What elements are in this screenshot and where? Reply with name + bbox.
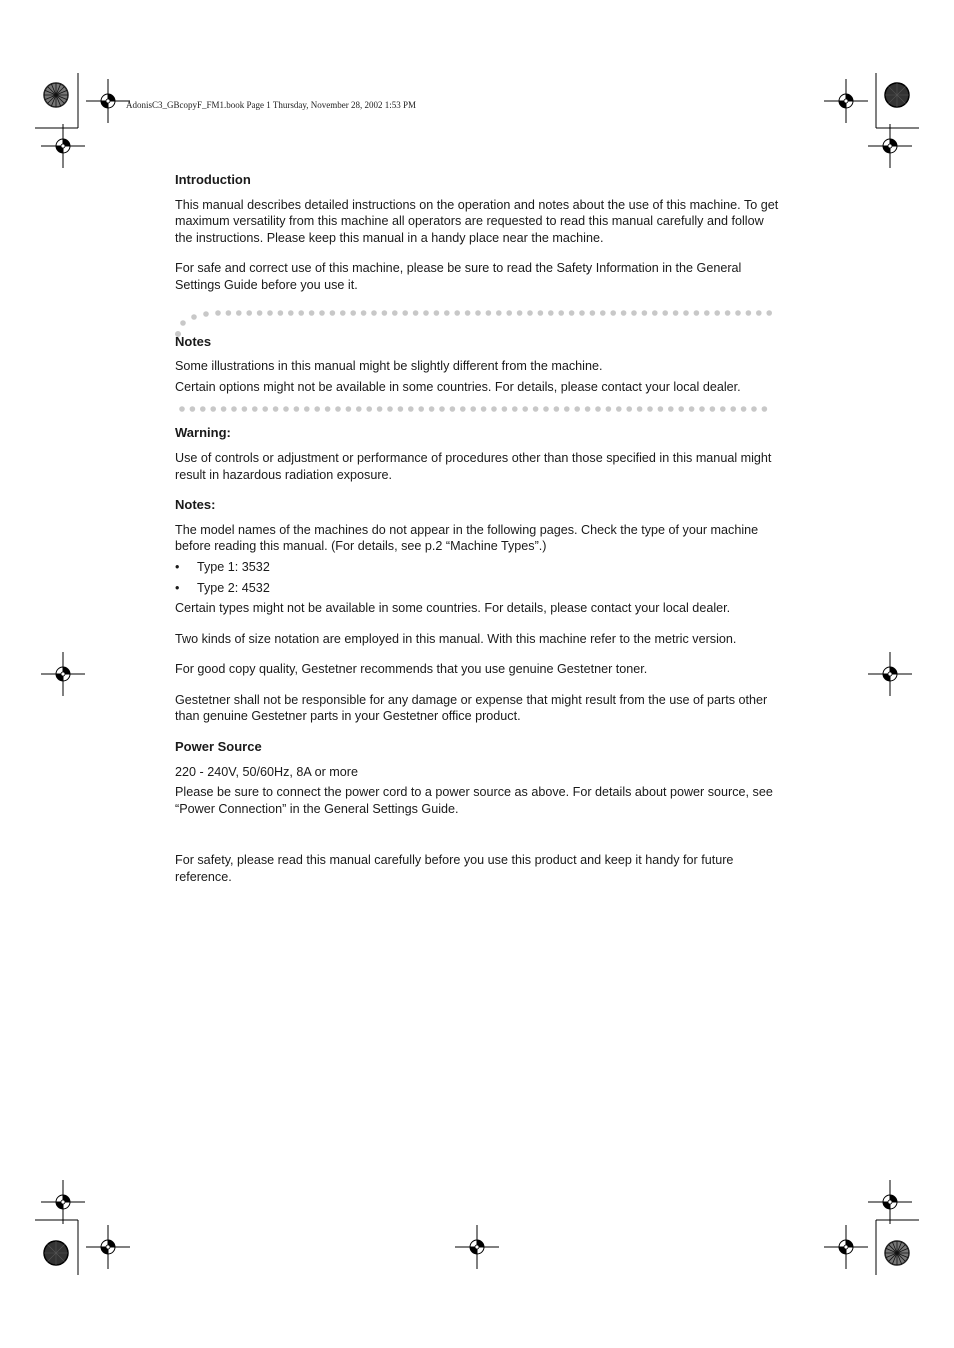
list-item [175, 559, 779, 576]
notes-box [175, 306, 779, 416]
warning-heading: Warning: [175, 425, 231, 441]
notes-box-line-2: Certain options might not be available in some countries. For details, please contact your local dealer. [175, 379, 741, 394]
bullet-glyph: • [175, 580, 180, 595]
type-1-text: Type 1: 3532 [197, 559, 270, 574]
introduction-paragraph-1: This manual describes detailed instructions on the operation and notes about the use of this machine. To get maximum versatility from this machine all operators are requested to read this manual carefully and follow the instructions. Please keep this manual in a handy place near the machine. [175, 197, 779, 245]
list-item [175, 580, 779, 597]
page-content [175, 172, 779, 886]
print-header: AdonisC3_GBcopyF_FM1.book Page 1 Thursday, November 28, 2002 1:53 PM [126, 100, 416, 110]
notes-paragraph-1: Certain types might not be available in some countries. For details, please contact your local dealer. [175, 601, 731, 616]
power-source-text: Please be sure to connect the power cord to a power source as above. For details about power source, see “Power Connection” in the General Settings Guide. [175, 785, 773, 816]
introduction-heading: Introduction [175, 172, 251, 187]
notes-heading: Notes: [175, 497, 216, 513]
bullet-glyph: • [175, 559, 180, 574]
notes-box-heading: Notes [175, 333, 212, 349]
notes-box-line-1: Some illustrations in this manual might be slightly different from the machine. [175, 359, 603, 374]
notes-paragraph-3: For good copy quality, Gestetner recommends that you use genuine Gestetner toner. [175, 662, 648, 677]
power-source-heading: Power Source [175, 739, 262, 755]
warning-section [175, 425, 779, 483]
type-2-text: Type 2: 4532 [197, 580, 270, 595]
dotted-divider-bottom [175, 403, 779, 415]
type-list [175, 559, 779, 596]
warning-text: Use of controls or adjustment or performance of procedures other than those specified in this manual might result in hazardous radiation exposure. [175, 450, 772, 482]
notes-section [175, 497, 779, 725]
safety-note: For safety, please read this manual carefully before you use this product and keep it handy for future reference. [175, 853, 734, 885]
introduction-paragraph-2: For safe and correct use of this machine, please be sure to read the Safety Information in the General Settings Guide before you use it. [175, 261, 742, 292]
introduction-section [175, 172, 779, 294]
power-source-section [175, 739, 779, 817]
notes-intro: The model names of the machines do not appear in the following pages. Check the type of your machine before reading this manual. (For details, see p.2 “Machine Types”.) [175, 522, 759, 554]
notes-paragraph-2: Two kinds of size notation are employed in this manual. With this machine refer to the metric version. [175, 631, 737, 646]
power-source-spec: 220 - 240V, 50/60Hz, 8A or more [175, 764, 358, 779]
notes-paragraph-4: Gestetner shall not be responsible for any damage or expense that might result from the use of parts other than genuine Gestetner parts in your Gestetner office product. [175, 692, 768, 724]
